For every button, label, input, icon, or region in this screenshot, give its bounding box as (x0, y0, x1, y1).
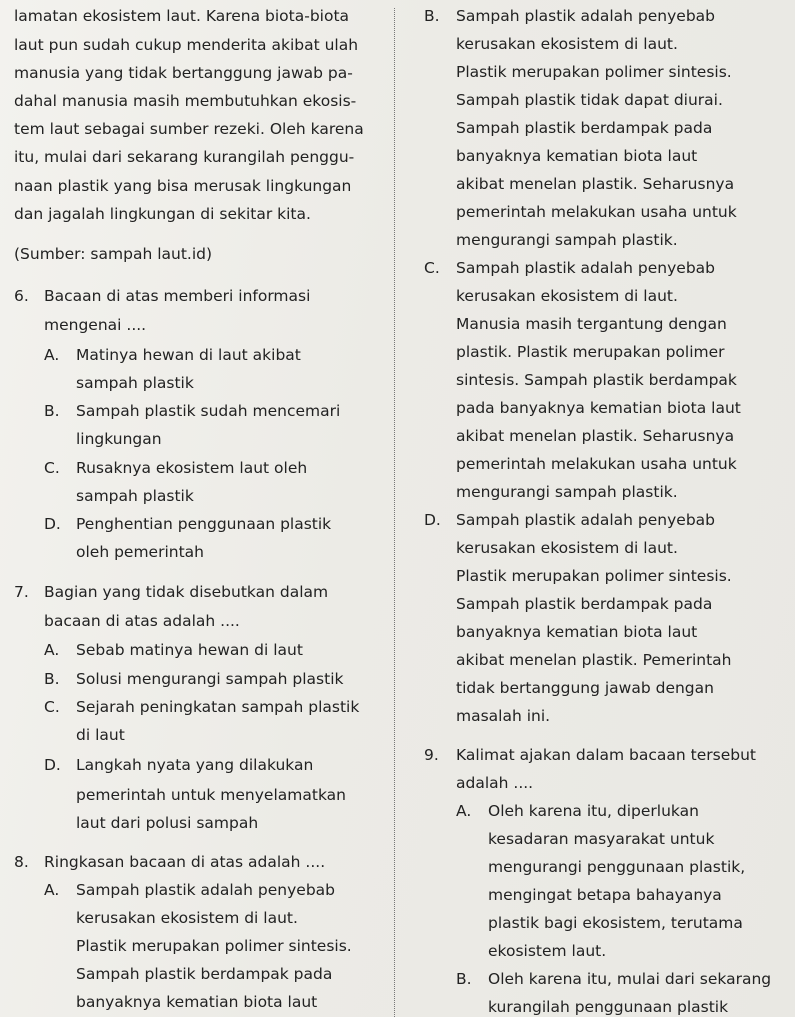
option-text: sintesis. Sampah plastik berdampak (456, 371, 737, 389)
option-text: Matinya hewan di laut akibat (76, 346, 301, 364)
option-text: pemerintah melakukan usaha untuk (456, 203, 737, 221)
question-number: 7. (14, 583, 29, 601)
intro-line: lamatan ekosistem laut. Karena biota-biota (14, 7, 350, 25)
option-text: Plastik merupakan polimer sintesis. (456, 567, 732, 585)
option-text: Rusaknya ekosistem laut oleh (76, 459, 308, 477)
option-letter: D. (424, 511, 441, 529)
option-text: mengurangi sampah plastik. (456, 231, 678, 249)
column-divider (394, 8, 395, 1017)
option-text: akibat menelan plastik. Seharusnya (456, 175, 735, 193)
question-number: 6. (14, 287, 29, 305)
option-text: kerusakan ekosistem di laut. (456, 35, 678, 53)
option-text: Sebab matinya hewan di laut (76, 641, 303, 659)
option-text: Manusia masih tergantung dengan (456, 315, 727, 333)
option-text: pemerintah melakukan usaha untuk (456, 455, 737, 473)
option-text: Sampah plastik adalah penyebab (456, 259, 716, 277)
question-stem: Bacaan di atas memberi informasi (44, 287, 311, 305)
option-text: kurangilah penggunaan plastik (488, 998, 729, 1016)
option-text: tidak bertanggung jawab dengan (456, 679, 714, 697)
option-letter: A. (44, 881, 60, 899)
option-text: di laut (76, 726, 125, 744)
question-stem: adalah .... (456, 774, 534, 792)
option-text: kerusakan ekosistem di laut. (456, 539, 678, 557)
option-text: Sampah plastik berdampak pada (76, 965, 333, 983)
question-number: 9. (424, 746, 439, 764)
option-text: mengingat betapa bahayanya (488, 886, 722, 904)
option-text: Sampah plastik berdampak pada (456, 119, 713, 137)
question-number: 8. (14, 853, 29, 871)
option-letter: A. (44, 641, 60, 659)
option-text: plastik bagi ekosistem, terutama (488, 914, 743, 932)
intro-line: itu, mulai dari sekarang kurangilah penggu- (14, 148, 355, 166)
option-text: kesadaran masyarakat untuk (488, 830, 715, 848)
option-letter: D. (44, 756, 61, 774)
option-text: Sampah plastik adalah penyebab (76, 881, 336, 899)
option-text: Penghentian penggunaan plastik (76, 515, 332, 533)
question-stem: Bagian yang tidak disebutkan dalam (44, 583, 329, 601)
option-text: sampah plastik (76, 374, 194, 392)
option-letter: A. (44, 346, 60, 364)
option-letter: C. (424, 259, 440, 277)
option-text: akibat menelan plastik. Seharusnya (456, 427, 735, 445)
intro-line: manusia yang tidak bertanggung jawab pa- (14, 64, 353, 82)
option-text: banyaknya kematian biota laut (456, 623, 698, 641)
option-text: banyaknya kematian biota laut (76, 993, 318, 1011)
option-letter: C. (44, 698, 60, 716)
option-text: Sampah plastik sudah mencemari (76, 402, 341, 420)
option-text: laut dari polusi sampah (76, 814, 259, 832)
intro-line: dahal manusia masih membutuhkan ekosis- (14, 92, 357, 110)
option-text: Solusi mengurangi sampah plastik (76, 670, 344, 688)
option-text: mengurangi penggunaan plastik, (488, 858, 746, 876)
intro-line: laut pun sudah cukup menderita akibat ulah (14, 36, 359, 54)
option-text: Plastik merupakan polimer sintesis. (456, 63, 732, 81)
option-text: masalah ini. (456, 707, 551, 725)
option-text: sampah plastik (76, 487, 194, 505)
option-text: lingkungan (76, 430, 162, 448)
question-stem: Kalimat ajakan dalam bacaan tersebut (456, 746, 756, 764)
option-text: Sejarah peningkatan sampah plastik (76, 698, 360, 716)
option-text: pemerintah untuk menyelamatkan (76, 786, 346, 804)
option-text: Oleh karena itu, mulai dari sekarang (488, 970, 772, 988)
option-letter: C. (44, 459, 60, 477)
option-text: Sampah plastik adalah penyebab (456, 511, 716, 529)
option-text: kerusakan ekosistem di laut. (76, 909, 298, 927)
option-letter: B. (424, 7, 440, 25)
option-text: pada banyaknya kematian biota laut (456, 399, 741, 417)
option-text: mengurangi sampah plastik. (456, 483, 678, 501)
option-text: banyaknya kematian biota laut (456, 147, 698, 165)
question-stem: mengenai .... (44, 316, 147, 334)
option-text: plastik. Plastik merupakan polimer (456, 343, 725, 361)
option-text: ekosistem laut. (488, 942, 607, 960)
option-text: akibat menelan plastik. Pemerintah (456, 651, 732, 669)
option-text: Plastik merupakan polimer sintesis. (76, 937, 352, 955)
option-text: Oleh karena itu, diperlukan (488, 802, 699, 820)
intro-line: tem laut sebagai sumber rezeki. Oleh karena (14, 120, 364, 138)
option-letter: B. (44, 402, 60, 420)
question-stem: Ringkasan bacaan di atas adalah .... (44, 853, 326, 871)
option-text: kerusakan ekosistem di laut. (456, 287, 678, 305)
intro-line: dan jagalah lingkungan di sekitar kita. (14, 205, 311, 223)
option-text: Sampah plastik berdampak pada (456, 595, 713, 613)
option-letter: B. (456, 970, 472, 988)
option-text: oleh pemerintah (76, 543, 204, 561)
intro-line: naan plastik yang bisa merusak lingkungan (14, 177, 352, 195)
option-letter: D. (44, 515, 61, 533)
option-text: Sampah plastik tidak dapat diurai. (456, 91, 723, 109)
question-stem: bacaan di atas adalah .... (44, 612, 240, 630)
source-citation: (Sumber: sampah laut.id) (14, 245, 213, 263)
option-text: Sampah plastik adalah penyebab (456, 7, 716, 25)
option-text: Langkah nyata yang dilakukan (76, 756, 314, 774)
option-letter: A. (456, 802, 472, 820)
option-letter: B. (44, 670, 60, 688)
